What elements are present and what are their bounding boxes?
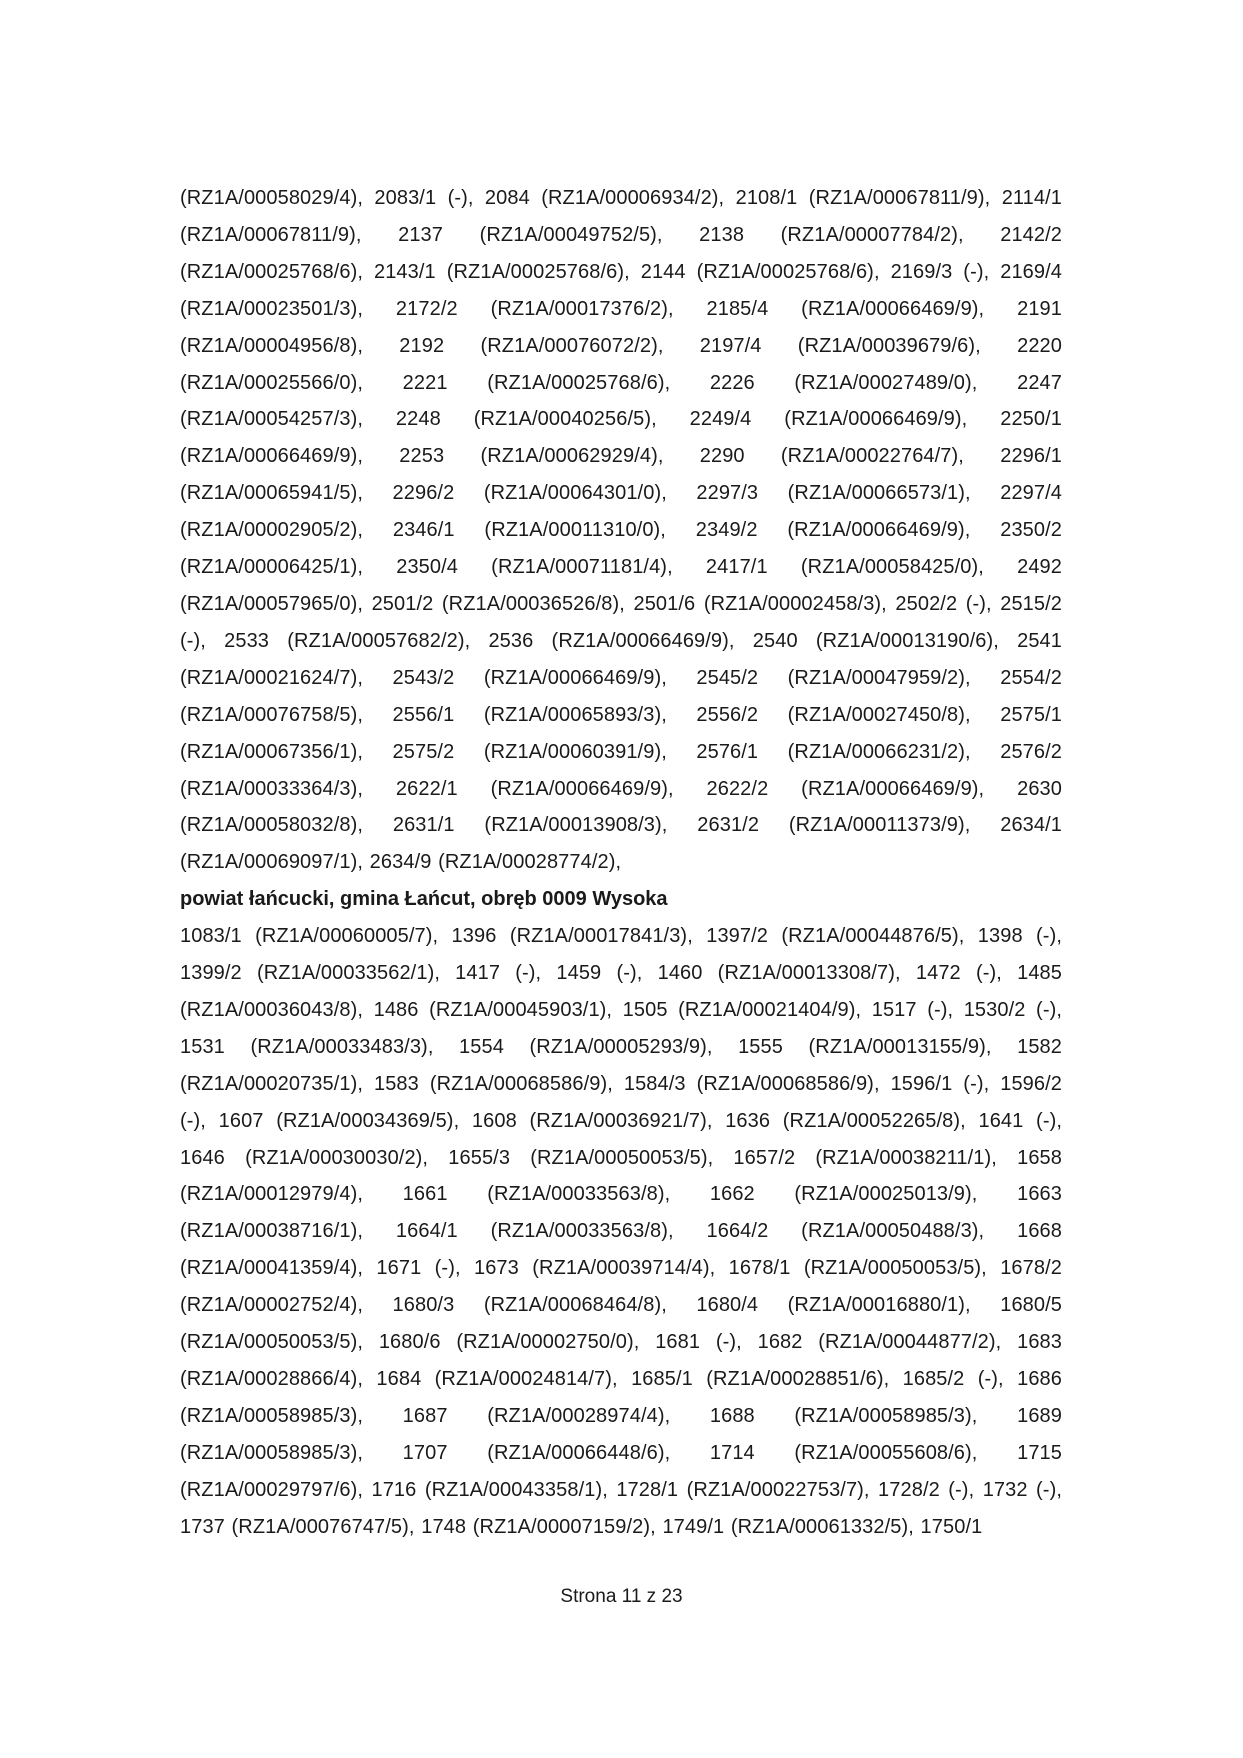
document-body: [180, 180, 1062, 1546]
section-heading-obreb-wysoka: powiat łańcucki, gmina Łańcut, obręb 0009 Wysoka: [180, 888, 668, 911]
parcel-list-paragraph-continued: (RZ1A/00058029/4), 2083/1 (-), 2084 (RZ1A/00006934/2), 2108/1 (RZ1A/00067811/9), 2114/1 (RZ1A/00067811/9), 2137 (RZ1A/00049752/5), 2138 (RZ1A/00007784/2), 2142/2 (RZ1A/00025768/6), 2143/1 (RZ1A/00025768/6), 2144 (RZ1A/00025768/6), 2169/3 (-), 2169/4 (RZ1A/00023501/3), 2172/2 (RZ1A/00017376/2), 2185/4 (RZ1A/00066469/9), 2191 (RZ1A/00004956/8), 2192 (RZ1A/00076072/2), 2197/4 (RZ1A/00039679/6), 2220 (RZ1A/00025566/0), 2221 (RZ1A/00025768/6), 2226 (RZ1A/00027489/0), 2247 (RZ1A/00054257/3), 2248 (RZ1A/00040256/5), 2249/4 (RZ1A/00066469/9), 2250/1 (RZ1A/00066469/9), 2253 (RZ1A/00062929/4), 2290 (RZ1A/00022764/7), 2296/1 (RZ1A/00065941/5), 2296/2 (RZ1A/00064301/0), 2297/3 (RZ1A/00066573/1), 2297/4 (RZ1A/00002905/2), 2346/1 (RZ1A/00011310/0), 2349/2 (RZ1A/00066469/9), 2350/2 (RZ1A/00006425/1), 2350/4 (RZ1A/00071181/4), 2417/1 (RZ1A/00058425/0), 2492 (RZ1A/00057965/0), 2501/2 (RZ1A/00036526/8), 2501/6 (RZ1A/00002458/3), 2502/2 (-), 2515/2 (-), 2533 (RZ1A/00057682/2), 2536 (RZ1A/00066469/9), 2540 (RZ1A/00013190/6), 2541 (RZ1A/00021624/7), 2543/2 (RZ1A/00066469/9), 2545/2 (RZ1A/00047959/2), 2554/2 (RZ1A/00076758/5), 2556/1 (RZ1A/00065893/3), 2556/2 (RZ1A/00027450/8), 2575/1 (RZ1A/00067356/1), 2575/2 (RZ1A/00060391/9), 2576/1 (RZ1A/00066231/2), 2576/2 (RZ1A/00033364/3), 2622/1 (RZ1A/00066469/9), 2622/2 (RZ1A/00066469/9), 2630 (RZ1A/00058032/8), 2631/1 (RZ1A/00013908/3), 2631/2 (RZ1A/00011373/9), 2634/1 (RZ1A/00069097/1), 2634/9 (RZ1A/00028774/2),: [180, 187, 1062, 874]
page-number-footer: Strona 11 z 23: [560, 1586, 683, 1607]
parcel-list-paragraph-wysoka: 1083/1 (RZ1A/00060005/7), 1396 (RZ1A/00017841/3), 1397/2 (RZ1A/00044876/5), 1398 (-), 1399/2 (RZ1A/00033562/1), 1417 (-), 1459 (-), 1460 (RZ1A/00013308/7), 1472 (-), 1485 (RZ1A/00036043/8), 1486 (RZ1A/00045903/1), 1505 (RZ1A/00021404/9), 1517 (-), 1530/2 (-), 1531 (RZ1A/00033483/3), 1554 (RZ1A/00005293/9), 1555 (RZ1A/00013155/9), 1582 (RZ1A/00020735/1), 1583 (RZ1A/00068586/9), 1584/3 (RZ1A/00068586/9), 1596/1 (-), 1596/2 (-), 1607 (RZ1A/00034369/5), 1608 (RZ1A/00036921/7), 1636 (RZ1A/00052265/8), 1641 (-), 1646 (RZ1A/00030030/2), 1655/3 (RZ1A/00050053/5), 1657/2 (RZ1A/00038211/1), 1658 (RZ1A/00012979/4), 1661 (RZ1A/00033563/8), 1662 (RZ1A/00025013/9), 1663 (RZ1A/00038716/1), 1664/1 (RZ1A/00033563/8), 1664/2 (RZ1A/00050488/3), 1668 (RZ1A/00041359/4), 1671 (-), 1673 (RZ1A/00039714/4), 1678/1 (RZ1A/00050053/5), 1678/2 (RZ1A/00002752/4), 1680/3 (RZ1A/00068464/8), 1680/4 (RZ1A/00016880/1), 1680/5 (RZ1A/00050053/5), 1680/6 (RZ1A/00002750/0), 1681 (-), 1682 (RZ1A/00044877/2), 1683 (RZ1A/00028866/4), 1684 (RZ1A/00024814/7), 1685/1 (RZ1A/00028851/6), 1685/2 (-), 1686 (RZ1A/00058985/3), 1687 (RZ1A/00028974/4), 1688 (RZ1A/00058985/3), 1689 (RZ1A/00058985/3), 1707 (RZ1A/00066448/6), 1714 (RZ1A/00055608/6), 1715 (RZ1A/00029797/6), 1716 (RZ1A/00043358/1), 1728/1 (RZ1A/00022753/7), 1728/2 (-), 1732 (-), 1737 (RZ1A/00076747/5), 1748 (RZ1A/00007159/2), 1749/1 (RZ1A/00061332/5), 1750/1: [180, 925, 1062, 1538]
